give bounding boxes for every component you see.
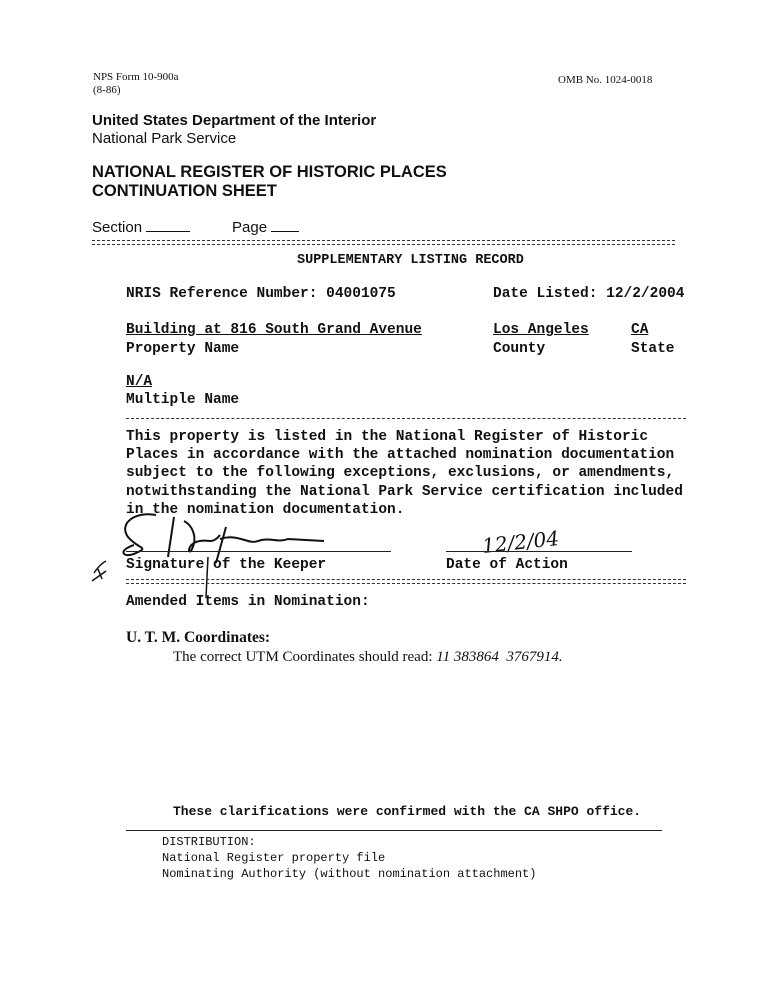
statement-line-1: This property is listed in the National Register of Historic [126,429,649,445]
form-revision: (8-86) [93,84,121,96]
multiple-name-value: N/A [126,374,153,390]
agency-name: National Park Service [92,130,237,147]
distribution-rule [126,830,662,831]
distribution-item: National Register property file [162,851,386,865]
page-field [232,217,299,236]
utm-text: The correct UTM Coordinates should read: [173,649,433,665]
form-subtitle: CONTINUATION SHEET [92,182,277,200]
section-label: Section [92,219,143,236]
date-listed [493,286,684,302]
date-of-action-label: Date of Action [446,557,568,573]
record-heading: SUPPLEMENTARY LISTING RECORD [297,253,524,268]
county-value: Los Angeles [493,322,589,338]
property-name-label: Property Name [126,341,240,357]
page-blank [271,217,299,232]
statement-line-5: in the nomination documentation. [126,502,405,518]
reference-value: 04001075 [326,286,396,302]
header-double-rule [92,240,675,245]
record-double-rule [126,579,686,584]
county-label: County [493,341,546,357]
statement-line-4: notwithstanding the National Park Service certification included [126,484,683,500]
date-listed-value: 12/2/2004 [606,286,685,302]
department-name: United States Department of the Interior [92,112,377,129]
statement-line-2: Places in accordance with the attached nomination documentation [126,447,675,463]
section-field [92,217,190,236]
page-label: Page [232,219,268,236]
property-name-value: Building at 816 South Grand Avenue [126,322,422,338]
signature-line [126,551,391,552]
clarification-note: These clarifications were confirmed with the CA SHPO office. [173,804,642,819]
form-number: NPS Form 10-900a [93,71,179,83]
section-blank [146,217,190,232]
distribution-item: Nominating Authority (without nomination attachment) [162,867,537,881]
distribution-heading: DISTRIBUTION: [162,835,256,849]
utm-value: 11 383864 3767914. [436,649,563,665]
record-dashed-rule [126,418,686,419]
date-of-action-line [446,551,632,552]
form-title: NATIONAL REGISTER OF HISTORIC PLACES [92,163,447,181]
multiple-name-label: Multiple Name [126,392,240,408]
utm-heading: U. T. M. Coordinates: [126,629,271,646]
state-label: State [631,341,675,357]
date-listed-label: Date Listed: [493,286,598,302]
reference-number [126,286,396,302]
signature-label: Signature of the Keeper [126,557,327,573]
date-of-action-value: 12/2/04 [480,526,561,558]
state-value: CA [631,322,649,338]
statement-line-3: subject to the following exceptions, exclusions, or amendments, [126,465,675,481]
reference-label: NRIS Reference Number: [126,286,318,302]
omb-number: OMB No. 1024-0018 [558,74,653,86]
amended-items-label: Amended Items in Nomination: [126,594,370,610]
utm-statement [173,649,563,666]
